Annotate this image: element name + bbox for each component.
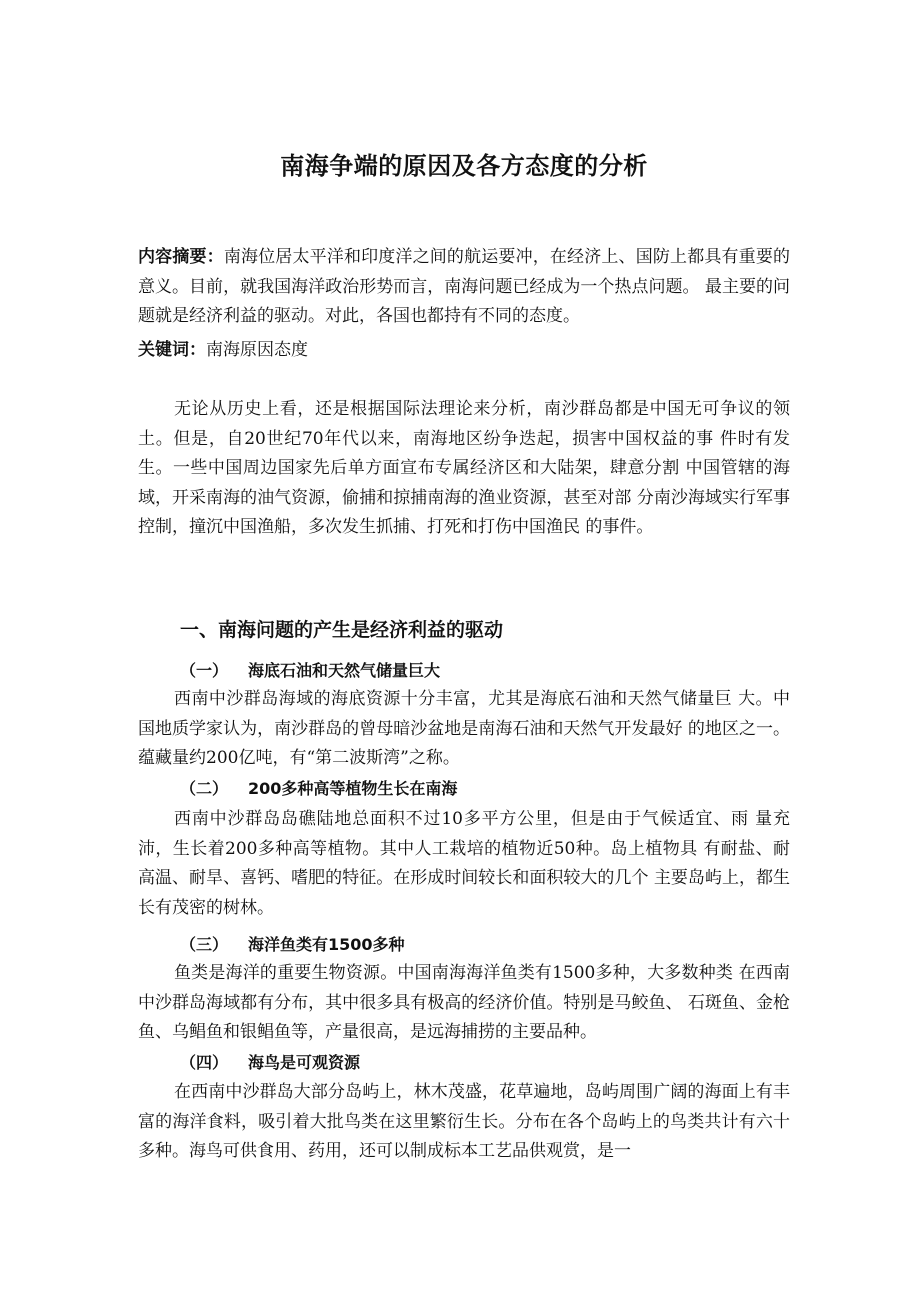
subsection-number: （一） [180, 661, 229, 680]
intro-paragraph: 无论从历史上看，还是根据国际法理论来分析，南沙群岛都是中国无可争议的领土。但是，自20世纪70年代以来，南海地区纷争迭起，损害中国权益的事 件时有发生。一些中国周边国家先后单方面宣布专属经济区和大陆架，肆意分割 中国管辖的海域，开采南海的油气资源，偷捕和掠捕南海的渔业资源，甚至对部 分南沙海域实行军事控制，撞沉中国渔船，多次发生抓捕、打死和打伤中国渔民 的事件。 [138, 399, 790, 537]
abstract [138, 243, 790, 332]
subsection-heading-2 [180, 774, 457, 804]
subsection-paragraph-4: 在西南中沙群岛大部分岛屿上，林木茂盛，花草遍地，岛屿周围广阔的海面上有丰富的海洋食料，吸引着大批鸟类在这里繁衍生长。分布在各个岛屿上的鸟类共计有六十多种。海鸟可供食用、药用，还可以制成标本工艺品供观赏，是一 [138, 1082, 790, 1161]
subsection-title: 海鸟是可观资源 [248, 1053, 361, 1072]
subsection-heading-4 [180, 1048, 360, 1078]
abstract-text: 南海位居太平洋和印度洋之间的航运要冲，在经济上、国防上都具有重要的意义。目前，就我国海洋政治形势而言，南海问题已经成为一个热点问题。 最主要的问题就是经济利益的驱动。对此，各国也都持有不同的态度。 [138, 247, 791, 326]
page-title: 南海争端的原因及各方态度的分析 [280, 152, 648, 180]
keywords-text: 南海原因态度 [206, 340, 308, 360]
subsection-heading-3 [180, 930, 405, 960]
keywords [138, 336, 790, 366]
subsection-title: 海洋鱼类有1500多种 [248, 935, 405, 954]
subsection-title: 200多种高等植物生长在南海 [248, 779, 458, 798]
subsection-number: （二） [180, 779, 229, 798]
subsection-number: （四） [180, 1053, 229, 1072]
abstract-label: 内容摘要： [138, 247, 224, 267]
subsection-heading-1 [180, 656, 440, 686]
subsection-title: 海底石油和天然气储量巨大 [248, 661, 441, 680]
section-heading-1: 一、南海问题的产生是经济利益的驱动 [180, 619, 504, 641]
subsection-paragraph-2: 西南中沙群岛岛礁陆地总面积不过10多平方公里，但是由于气候适宜、雨 量充沛，生长着200多种高等植物。其中人工栽培的植物近50种。岛上植物具 有耐盐、耐高温、耐旱、喜钙、嗜肥的特征。在形成时间较长和面积较大的几个 主要岛屿上，都生长有茂密的树林。 [138, 809, 790, 918]
subsection-number: （三） [180, 935, 229, 954]
subsection-paragraph-1: 西南中沙群岛海域的海底资源十分丰富，尤其是海底石油和天然气储量巨 大。中国地质学家认为，南沙群岛的曾母暗沙盆地是南海石油和天然气开发最好 的地区之一。蕴藏量约200亿吨，有“第二波斯湾”之称。 [138, 689, 790, 768]
keywords-label: 关键词： [138, 340, 206, 360]
subsection-paragraph-3: 鱼类是海洋的重要生物资源。中国南海海洋鱼类有1500多种，大多数种类 在西南中沙群岛海域都有分布，其中很多具有极高的经济价值。特别是马鲛鱼、 石斑鱼、金枪鱼、乌鲳鱼和银鲳鱼等，产量很高，是远海捕捞的主要品种。 [138, 963, 790, 1042]
